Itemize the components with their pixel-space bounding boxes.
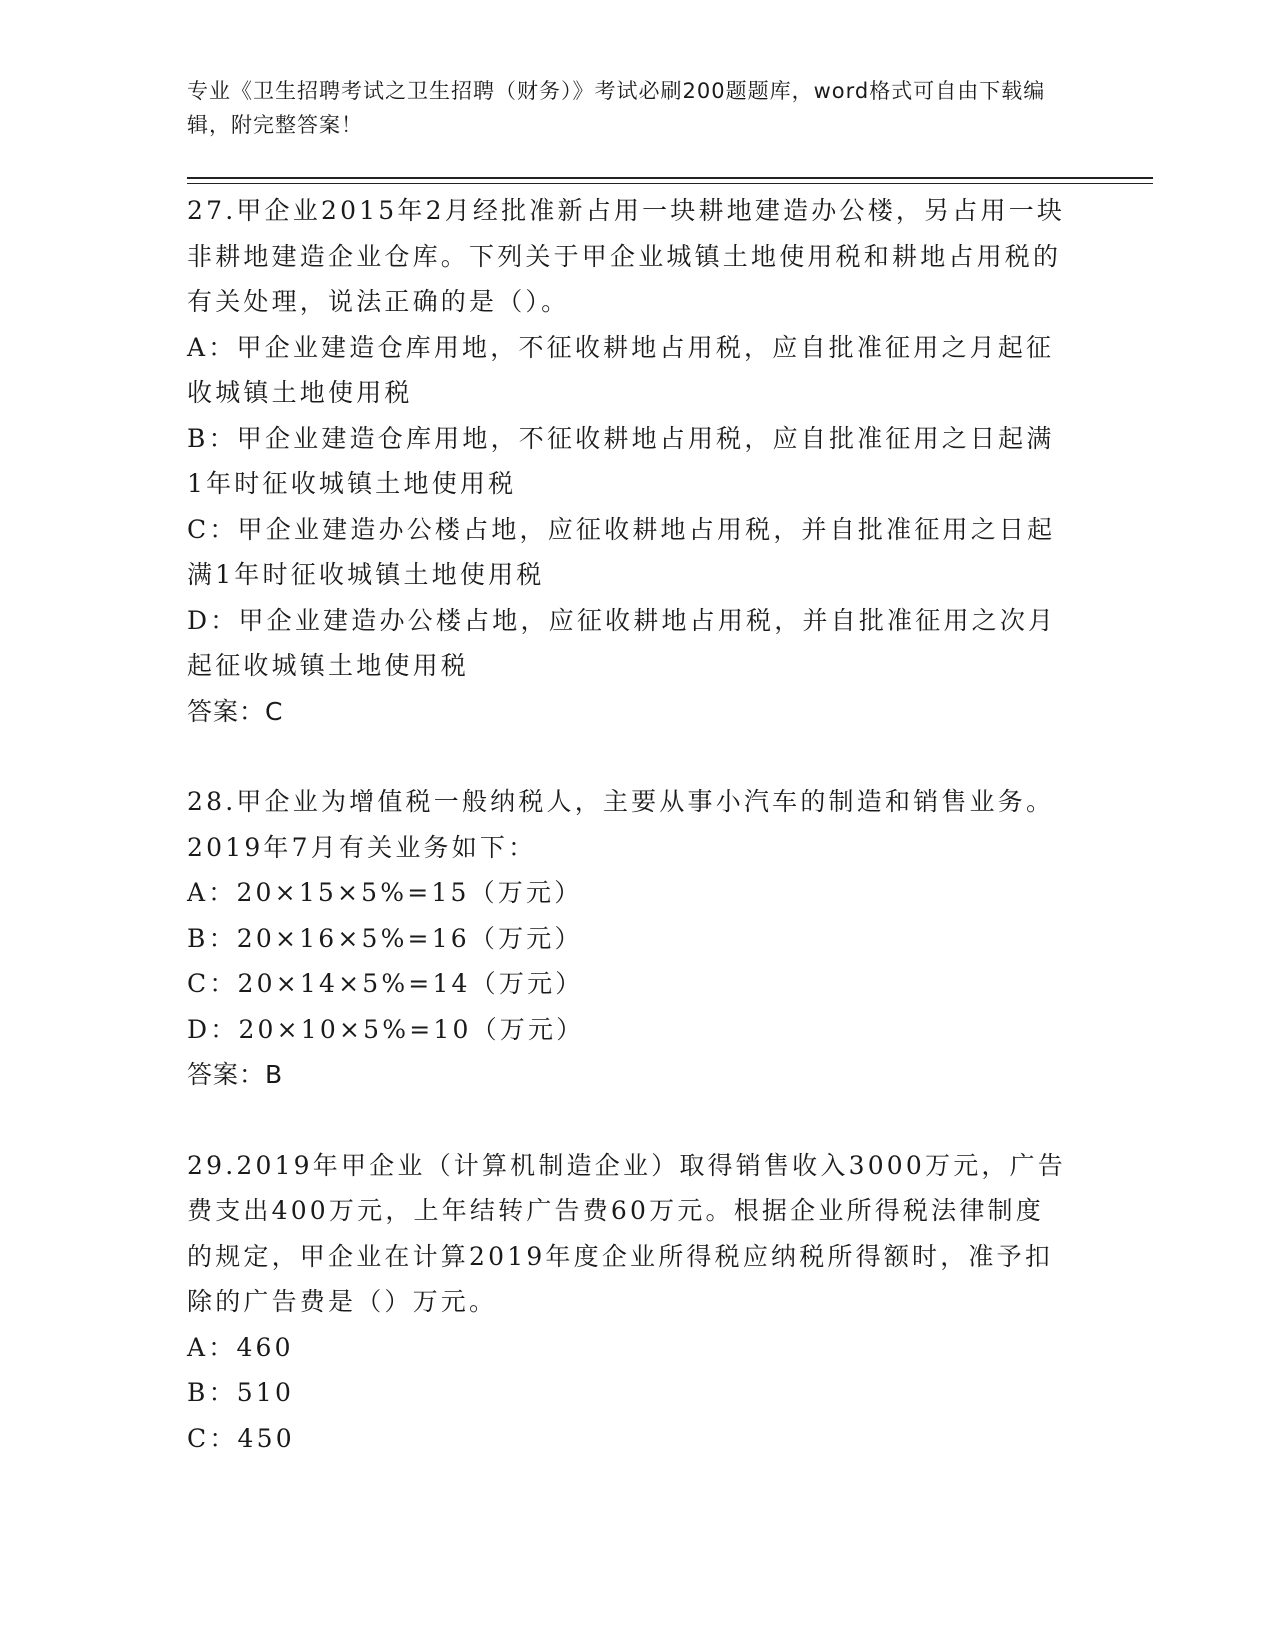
option-c: C：450 — [187, 1423, 295, 1453]
option-d: D：甲企业建造办公楼占地，应征收耕地占用税，并自批准征用之次月起征收城镇土地使用税 — [187, 605, 1057, 680]
option-c: C：甲企业建造办公楼占地，应征收耕地占用税，并自批准征用之日起满1年时征收城镇土地使用税 — [187, 514, 1056, 589]
spacer — [187, 1098, 1067, 1143]
option-b: B：510 — [187, 1378, 295, 1407]
option-d: D：20×10×5%=10（万元） — [187, 1014, 585, 1044]
header-divider-thin — [187, 183, 1153, 184]
option-a: A：460 — [187, 1332, 294, 1362]
option-b: B：20×16×5%=16（万元） — [187, 923, 583, 953]
answer-label: 答案：C — [187, 696, 284, 726]
header-divider-thick — [187, 177, 1153, 179]
question-stem: 27.甲企业2015年2月经批准新占用一块耕地建造办公楼，另占用一块非耕地建造企业仓库。下列关于甲企业城镇土地使用税和耕地占用税的有关处理，说法正确的是（）。 — [187, 196, 1066, 316]
question-29 — [187, 1143, 1067, 1462]
question-stem: 29.2019年甲企业（计算机制造企业）取得销售收入3000万元，广告费支出400万元，上年结转广告费60万元。根据企业所得税法律制度的规定，甲企业在计算2019年度企业所得税应纳税所得额时，准予扣除的广告费是（）万元。 — [187, 1150, 1067, 1316]
option-b: B：甲企业建造仓库用地，不征收耕地占用税，应自批准征用之日起满1年时征收城镇土地使用税 — [187, 423, 1055, 498]
option-c: C：20×14×5%=14（万元） — [187, 969, 584, 998]
question-28 — [187, 779, 1067, 1098]
answer-label: 答案：B — [187, 1060, 284, 1089]
page-header: 专业《卫生招聘考试之卫生招聘（财务）》考试必刷200题题库，word格式可自由下载编辑，附完整答案！ — [187, 79, 1046, 137]
question-list — [187, 188, 1067, 1461]
spacer — [187, 734, 1067, 779]
question-27 — [187, 188, 1067, 734]
option-a: A：20×15×5%=15（万元） — [187, 878, 583, 907]
option-a: A：甲企业建造仓库用地，不征收耕地占用税，应自批准征用之月起征收城镇土地使用税 — [187, 332, 1055, 407]
question-stem: 28.甲企业为增值税一般纳税人，主要从事小汽车的制造和销售业务。2019年7月有关业务如下： — [187, 787, 1055, 862]
